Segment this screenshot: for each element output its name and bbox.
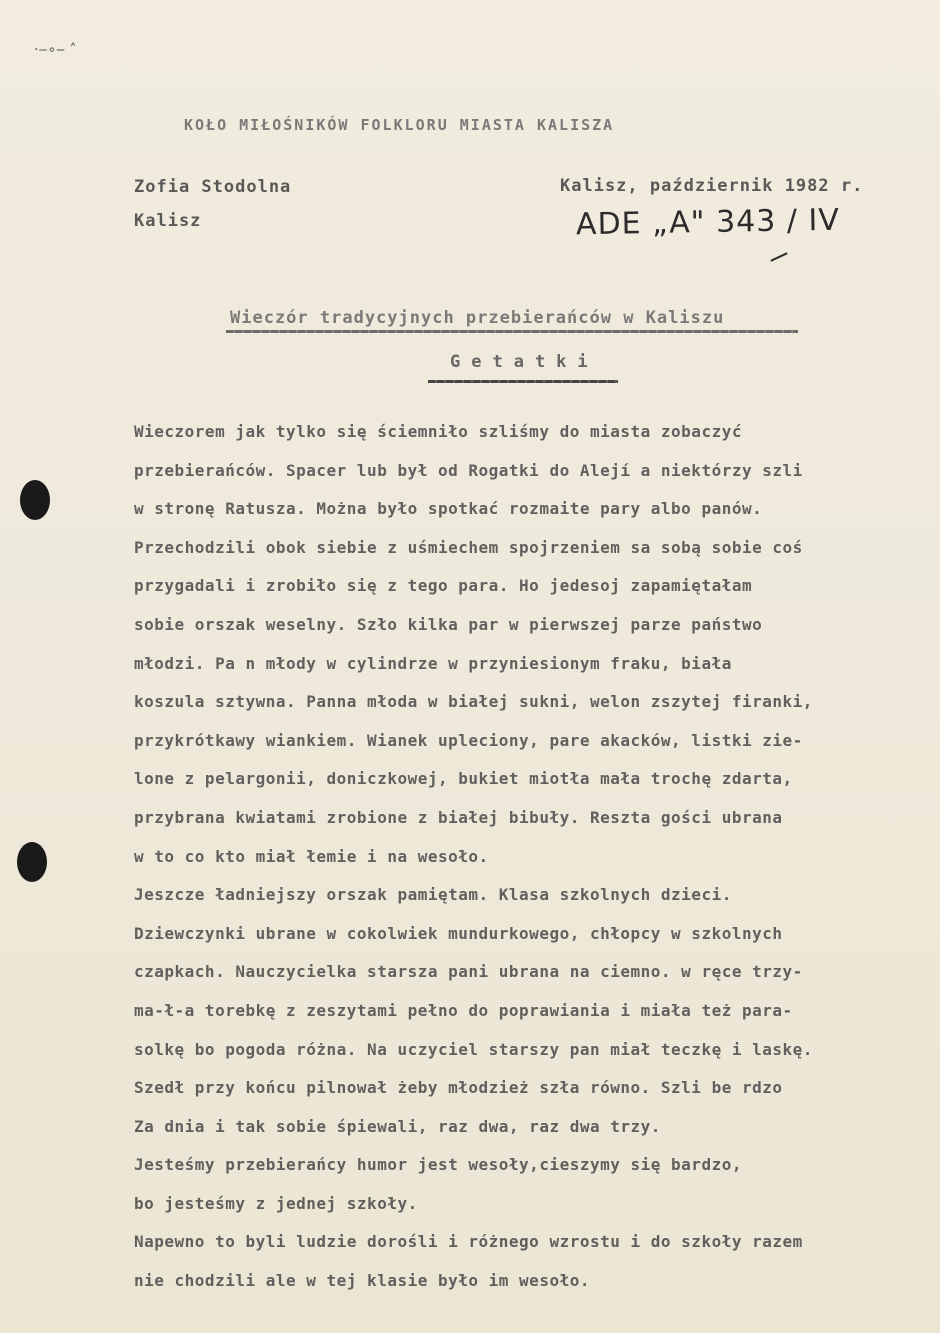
title-underline — [226, 330, 798, 333]
subtitle-underline — [428, 380, 618, 383]
pencil-mark: ·‒∘‒ ˄ — [34, 42, 77, 58]
body-line: lone z pelargonii, doniczkowej, bukiet miotła mała trochę zdarta, — [134, 769, 793, 789]
document-title: Wieczór tradycyjnych przebierańców w Kaliszu — [230, 308, 725, 328]
body-line: Szedł przy końcu pilnował żeby młodzież szła równo. Szli be rdzo — [134, 1078, 783, 1098]
body-text — [134, 420, 924, 1308]
author-name: Zofia Stodolna — [134, 177, 292, 197]
body-line: Napewno to byli ludzie dorośli i różnego wzrostu i do szkoły razem — [134, 1232, 803, 1252]
body-line: Za dnia i tak sobie śpiewali, raz dwa, raz dwa trzy. — [134, 1116, 661, 1136]
body-line: w stronę Ratusza. Można było spotkać rozmaite pary albo panów. — [134, 499, 763, 519]
body-line: bo jesteśmy z jednej szkoły. — [134, 1193, 418, 1213]
body-line: Wieczorem jak tylko się ściemniło szliśmy do miasta zobaczyć — [134, 422, 742, 441]
body-line: Jesteśmy przebierańcy humor jest wesoły,cieszymy się bardzo, — [134, 1155, 742, 1175]
body-line: czapkach. Nauczycielka starsza pani ubrana na ciemno. w ręce trzy- — [134, 962, 803, 982]
body-line: przybrana kwiatami zrobione z białej bibuły. Reszta gości ubrana — [134, 807, 783, 827]
body-line: Przechodzili obok siebie z uśmiechem spojrzeniem sa sobą sobie coś — [134, 537, 803, 557]
body-line: przykrótkawy wiankiem. Wianek upleciony, pare akacków, listki zie- — [134, 730, 803, 750]
organization-header: KOŁO MIŁOŚNIKÓW FOLKLORU MIASTA KALISZA — [184, 116, 615, 134]
signature-stroke — [770, 252, 787, 261]
punch-hole-icon — [17, 842, 47, 882]
author-city: Kalisz — [134, 211, 202, 231]
body-line: przygadali i zrobiło się z tego para. Ho jedesoj zapamiętałam — [134, 576, 753, 596]
place-date: Kalisz, październik 1982 r. — [560, 176, 864, 196]
body-line: młodzi. Pa n młody w cylindrze w przyniesionym fraku, biała — [134, 653, 732, 673]
body-line: koszula sztywna. Panna młoda w białej sukni, welon zszytej firanki, — [134, 692, 813, 712]
body-line: przebierańców. Spacer lub był od Rogatki do Alejí a niektórzy szli — [134, 460, 803, 480]
body-line: Jeszcze ładniejszy orszak pamiętam. Klasa szkolnych dzieci. — [134, 885, 732, 905]
body-line: sobie orszak weselny. Szło kilka par w pierwszej parze państwo — [134, 614, 763, 634]
body-line: Dziewczynki ubrane w cokolwiek mundurkowego, chłopcy w szkolnych — [134, 923, 783, 943]
body-line: nie chodzili ale w tej klasie było im wesoło. — [134, 1271, 590, 1291]
punch-hole-icon — [20, 480, 50, 520]
archive-signature: ADE „A" 343 / IV — [575, 202, 841, 243]
body-line: solkę bo pogoda różna. Na uczyciel starszy pan miał teczkę i laskę. — [134, 1039, 813, 1059]
body-line: ma-ł-a torebkę z zeszytami pełno do poprawiania i miała też para- — [134, 1000, 793, 1020]
document-subtitle: Getatki — [450, 352, 599, 372]
body-line: w to co kto miał łemie i na wesoło. — [134, 846, 489, 866]
